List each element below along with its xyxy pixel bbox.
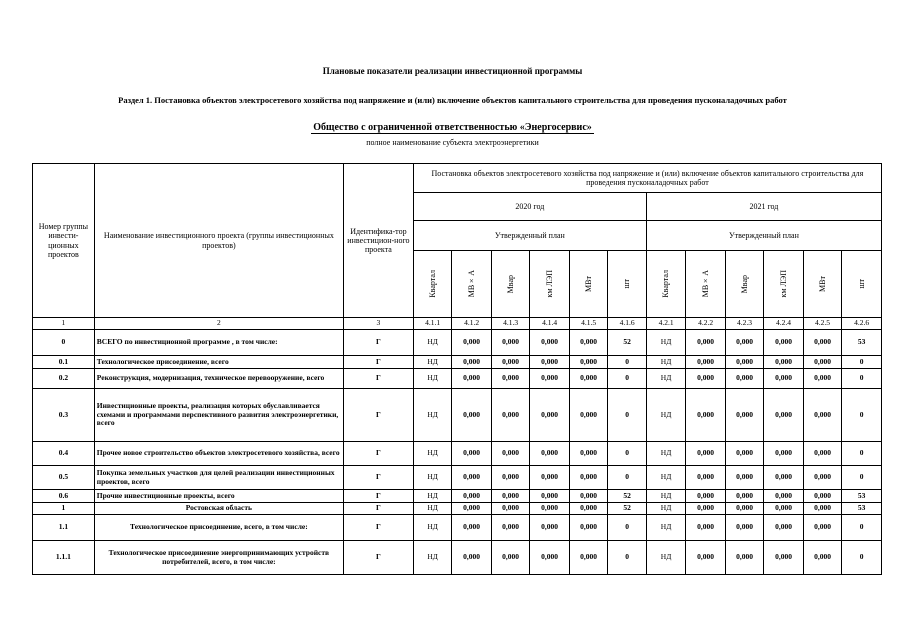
row-number: 1.1.1: [33, 541, 95, 575]
row-value: 0,000: [764, 515, 804, 541]
row-value: НД: [413, 541, 451, 575]
header-main: Постановка объектов электросетевого хозяйства под напряжение и (или) включение объектов капитального строительства для проведения пусконаладочных работ: [413, 164, 881, 193]
unit-label: км ЛЭП: [545, 270, 554, 298]
row-value: 0: [608, 442, 646, 466]
row-value: 0,000: [803, 369, 841, 389]
column-number: 4.2.3: [725, 318, 763, 330]
row-name: Технологическое присоединение, всего, в том числе:: [94, 515, 343, 541]
row-value: 0,000: [569, 541, 607, 575]
unit-label: Мвар: [739, 274, 749, 294]
column-number: 4.2.4: [764, 318, 804, 330]
organization-caption: полное наименование субъекта электроэнергетики: [366, 138, 539, 147]
row-value: 0: [842, 442, 882, 466]
row-value: 0,000: [803, 356, 841, 369]
row-number: 0.2: [33, 369, 95, 389]
unit-label: Мвар: [506, 274, 515, 294]
unit-header: [686, 251, 726, 318]
row-value: 0,000: [725, 356, 763, 369]
row-value: 0,000: [452, 442, 492, 466]
row-value: 0,000: [803, 466, 841, 490]
row-value: НД: [646, 490, 686, 503]
row-value: НД: [413, 389, 451, 442]
header-project-id: Идентифика-тор инвестицион-ного проекта: [343, 164, 413, 318]
header-plan-2021: Утвержденный план: [646, 221, 881, 251]
row-value: НД: [646, 389, 686, 442]
column-number: 4.1.2: [452, 318, 492, 330]
row-value: 0,000: [530, 503, 570, 515]
row-value: 0,000: [686, 541, 726, 575]
table-row: [33, 369, 882, 389]
row-value: НД: [413, 503, 451, 515]
row-value: 0,000: [530, 356, 570, 369]
row-value: 0,000: [764, 369, 804, 389]
unit-header: [608, 251, 646, 318]
row-value: 0: [842, 389, 882, 442]
row-number: 0.1: [33, 356, 95, 369]
column-number: 4.1.3: [491, 318, 529, 330]
row-value: 0,000: [803, 330, 841, 356]
row-value: 0,000: [530, 442, 570, 466]
unit-label: МВ×А: [467, 270, 477, 298]
row-name: ВСЕГО по инвестиционной программе , в том числе:: [94, 330, 343, 356]
row-value: 0,000: [803, 442, 841, 466]
row-value: 0,000: [725, 515, 763, 541]
row-value: 0,000: [725, 442, 763, 466]
row-value: 0,000: [569, 389, 607, 442]
row-name: Прочие инвестиционные проекты, всего: [94, 490, 343, 503]
row-value: НД: [646, 369, 686, 389]
row-value: НД: [413, 369, 451, 389]
unit-label: шт: [857, 279, 867, 289]
row-value: 0,000: [452, 369, 492, 389]
row-value: 0: [842, 369, 882, 389]
row-value: 53: [842, 490, 882, 503]
table-row: [33, 503, 882, 515]
row-value: 0: [608, 389, 646, 442]
row-identifier: Г: [343, 330, 413, 356]
row-value: 0,000: [530, 541, 570, 575]
row-value: 0,000: [686, 356, 726, 369]
row-name: Покупка земельных участков для целей реализации инвестиционных проектов, всего: [94, 466, 343, 490]
row-value: 0,000: [530, 330, 570, 356]
unit-header: [646, 251, 686, 318]
page-title: Плановые показатели реализации инвестиционной программы: [322, 66, 583, 76]
row-value: НД: [646, 442, 686, 466]
row-value: 52: [608, 503, 646, 515]
row-value: 0,000: [803, 541, 841, 575]
row-value: 0,000: [491, 541, 529, 575]
table-body: [33, 164, 882, 575]
row-value: 0,000: [491, 356, 529, 369]
row-value: 0,000: [686, 515, 726, 541]
row-value: НД: [413, 330, 451, 356]
row-value: 0: [842, 541, 882, 575]
table-row: [33, 356, 882, 369]
row-value: 0,000: [803, 490, 841, 503]
column-number: 4.1.4: [530, 318, 570, 330]
unit-header: [413, 251, 451, 318]
row-identifier: Г: [343, 356, 413, 369]
header-year-2020: 2020 год: [413, 193, 646, 221]
row-value: НД: [413, 442, 451, 466]
row-value: 0,000: [686, 503, 726, 515]
row-value: 0,000: [569, 330, 607, 356]
row-value: 0,000: [452, 356, 492, 369]
unit-header: [569, 251, 607, 318]
row-value: 0,000: [530, 466, 570, 490]
row-value: 0,000: [452, 541, 492, 575]
row-value: 0,000: [803, 503, 841, 515]
row-value: НД: [413, 356, 451, 369]
row-number: 1.1: [33, 515, 95, 541]
row-value: 0,000: [491, 515, 529, 541]
row-value: НД: [413, 515, 451, 541]
table-row: [33, 490, 882, 503]
row-identifier: Г: [343, 389, 413, 442]
row-number: 0.3: [33, 389, 95, 442]
row-value: НД: [646, 541, 686, 575]
unit-label: Квартал: [661, 270, 671, 298]
row-value: 0,000: [569, 442, 607, 466]
row-value: 0: [842, 466, 882, 490]
row-value: 0,000: [764, 541, 804, 575]
table-row: [33, 541, 882, 575]
row-value: 52: [608, 330, 646, 356]
section-title: Раздел 1. Постановка объектов электросетевого хозяйства под напряжение и (или) включение объектов капитального строительства для проведения пусконаладочных работ: [118, 95, 787, 105]
row-value: 0,000: [569, 466, 607, 490]
unit-header: [764, 251, 804, 318]
row-value: 0,000: [764, 490, 804, 503]
row-value: 0,000: [452, 389, 492, 442]
row-value: 0,000: [803, 389, 841, 442]
row-value: НД: [646, 515, 686, 541]
row-value: 0,000: [764, 356, 804, 369]
row-value: 0: [608, 515, 646, 541]
row-name: Ростовская область: [94, 503, 343, 515]
row-value: 0,000: [491, 369, 529, 389]
investment-table: [32, 163, 882, 575]
row-value: 0,000: [725, 503, 763, 515]
row-value: 0,000: [569, 369, 607, 389]
row-value: 0,000: [452, 330, 492, 356]
table-row: [33, 389, 882, 442]
column-number: 4.2.6: [842, 318, 882, 330]
row-value: 0,000: [530, 515, 570, 541]
row-value: 0,000: [452, 466, 492, 490]
row-value: 0: [608, 466, 646, 490]
column-number: 4.2.1: [646, 318, 686, 330]
row-identifier: Г: [343, 515, 413, 541]
row-name: Прочее новое строительство объектов электросетевого хозяйства, всего: [94, 442, 343, 466]
row-identifier: Г: [343, 442, 413, 466]
row-name: Технологическое присоединение энергопринимающих устройств потребителей, всего, в том числе:: [94, 541, 343, 575]
unit-label: МВт: [583, 276, 593, 292]
table-row: [33, 515, 882, 541]
row-value: 0,000: [686, 389, 726, 442]
header-project-name: Наименование инвестиционного проекта (группы инвестиционных проектов): [94, 164, 343, 318]
row-identifier: Г: [343, 490, 413, 503]
row-value: 0,000: [530, 369, 570, 389]
row-value: 0,000: [491, 389, 529, 442]
column-number: 3: [343, 318, 413, 330]
row-value: НД: [646, 503, 686, 515]
row-value: 0,000: [569, 356, 607, 369]
row-value: НД: [413, 490, 451, 503]
row-value: 0,000: [803, 515, 841, 541]
row-value: 0,000: [491, 490, 529, 503]
row-value: 0,000: [725, 466, 763, 490]
row-value: 0: [842, 515, 882, 541]
row-value: НД: [646, 466, 686, 490]
row-value: 0,000: [725, 330, 763, 356]
row-value: 0,000: [764, 503, 804, 515]
unit-header: [530, 251, 570, 318]
row-value: 0,000: [569, 515, 607, 541]
header-plan-2020: Утвержденный план: [413, 221, 646, 251]
column-number: 1: [33, 318, 95, 330]
column-number: 4.2.2: [686, 318, 726, 330]
unit-header: [803, 251, 841, 318]
row-value: 0,000: [686, 369, 726, 389]
row-value: 0,000: [686, 330, 726, 356]
row-value: 0,000: [686, 466, 726, 490]
row-value: 0,000: [725, 369, 763, 389]
row-value: 0,000: [530, 389, 570, 442]
organization-name: Общество с ограниченной ответственностью «Энергосервис»: [313, 122, 592, 133]
table-row: [33, 330, 882, 356]
unit-header: [725, 251, 763, 318]
row-value: НД: [413, 466, 451, 490]
row-value: 0: [608, 369, 646, 389]
row-value: 0,000: [491, 442, 529, 466]
row-value: 0,000: [452, 490, 492, 503]
row-identifier: Г: [343, 541, 413, 575]
column-number: 4.1.5: [569, 318, 607, 330]
row-number: 0.4: [33, 442, 95, 466]
row-value: 0: [608, 541, 646, 575]
row-value: 0,000: [764, 442, 804, 466]
column-number: 4.2.5: [803, 318, 841, 330]
unit-label: МВ×А: [700, 270, 710, 298]
row-value: НД: [646, 356, 686, 369]
row-value: 0,000: [491, 330, 529, 356]
unit-header: [452, 251, 492, 318]
row-value: 0,000: [569, 503, 607, 515]
row-value: 0,000: [491, 466, 529, 490]
table-row: [33, 442, 882, 466]
unit-label: км ЛЭП: [778, 270, 788, 298]
unit-header: [842, 251, 882, 318]
row-value: 0,000: [764, 330, 804, 356]
row-value: 0,000: [530, 490, 570, 503]
row-identifier: Г: [343, 466, 413, 490]
row-value: 0,000: [764, 389, 804, 442]
row-value: 0: [608, 356, 646, 369]
row-value: НД: [646, 330, 686, 356]
unit-label: МВт: [817, 276, 827, 292]
row-value: 0,000: [686, 442, 726, 466]
row-value: 0: [842, 356, 882, 369]
row-name: Реконструкция, модернизация, техническое перевооружение, всего: [94, 369, 343, 389]
column-number: 2: [94, 318, 343, 330]
unit-header: [491, 251, 529, 318]
column-number-row: [33, 318, 882, 330]
row-value: 53: [842, 503, 882, 515]
row-name: Технологическое присоединение, всего: [94, 356, 343, 369]
column-number: 4.1.6: [608, 318, 646, 330]
row-value: 0,000: [452, 515, 492, 541]
header-year-2021: 2021 год: [646, 193, 881, 221]
row-identifier: Г: [343, 369, 413, 389]
row-value: 0,000: [725, 389, 763, 442]
row-value: 0,000: [686, 490, 726, 503]
row-number: 0.5: [33, 466, 95, 490]
header-group-number: Номер группы инвести-ционных проектов: [33, 164, 95, 318]
row-value: 0,000: [725, 490, 763, 503]
row-value: 52: [608, 490, 646, 503]
row-identifier: Г: [343, 503, 413, 515]
row-value: 0,000: [725, 541, 763, 575]
row-value: 0,000: [569, 490, 607, 503]
row-value: 0,000: [491, 503, 529, 515]
table-row: [33, 466, 882, 490]
row-value: 0,000: [452, 503, 492, 515]
row-number: 0: [33, 330, 95, 356]
row-value: 53: [842, 330, 882, 356]
row-name: Инвестиционные проекты, реализация которых обуславливается схемами и программами перспективного развития электроэнергетики, всего: [94, 389, 343, 442]
row-number: 0.6: [33, 490, 95, 503]
unit-label: Квартал: [428, 270, 438, 298]
unit-label: шт: [622, 279, 632, 289]
column-number: 4.1.1: [413, 318, 451, 330]
row-number: 1: [33, 503, 95, 515]
row-value: 0,000: [764, 466, 804, 490]
